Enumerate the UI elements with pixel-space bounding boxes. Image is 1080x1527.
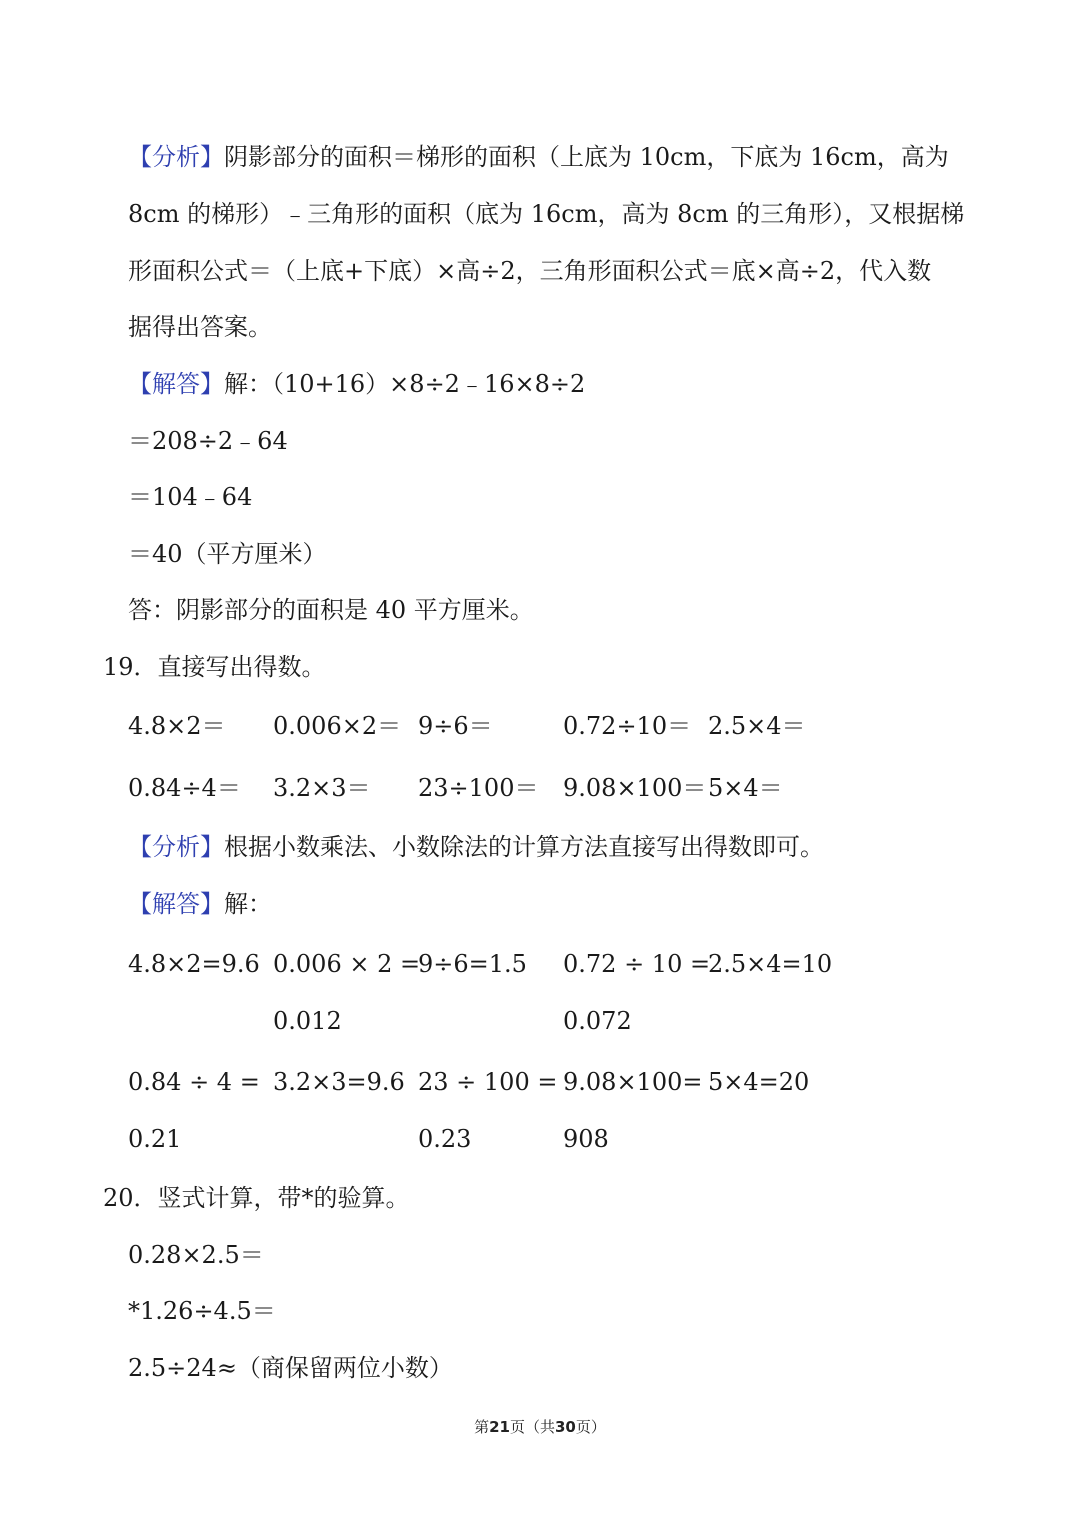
question-number: 19．	[103, 653, 158, 681]
page-footer	[0, 1416, 1080, 1437]
answer-cell: 3.2×3=9.6	[273, 1068, 405, 1096]
q20-item-2: *1.26÷4.5＝	[128, 1297, 276, 1325]
answer-conclusion: 答：阴影部分的面积是 40 平方厘米。	[128, 596, 534, 624]
answer-cell-continued: 0.21	[128, 1125, 182, 1153]
question-text: 竖式计算，带*的验算。	[157, 1184, 410, 1212]
answer-line-1	[128, 368, 585, 400]
answer-tag: 【解答】	[128, 370, 224, 398]
question-19	[103, 651, 326, 683]
q20-item-1: 0.28×2.5＝	[128, 1241, 264, 1269]
answer-tag: 【解答】	[128, 890, 224, 918]
footer-mid: 页（共	[509, 1418, 555, 1436]
answer-cell: 23 ÷ 100 =	[418, 1068, 558, 1096]
answer-cell: 2.5×4=10	[708, 950, 833, 978]
problem-cell: 2.5×4＝	[708, 712, 806, 740]
problem-cell: 0.84÷4＝	[128, 774, 241, 802]
problem-cell: 9÷6＝	[418, 712, 493, 740]
analysis-text: 根据小数乘法、小数除法的计算方法直接写出得数即可。	[224, 833, 824, 861]
question-20	[103, 1182, 410, 1214]
problem-cell: 0.006×2＝	[273, 712, 402, 740]
footer-prefix: 第	[474, 1418, 490, 1436]
analysis-line-4: 据得出答案。	[128, 313, 272, 341]
answer-cell: 0.006 × 2 =	[273, 950, 421, 978]
footer-page-number: 21	[489, 1418, 510, 1436]
question-number: 20．	[103, 1184, 158, 1212]
problem-cell: 4.8×2＝	[128, 712, 226, 740]
problem-cell: 3.2×3＝	[273, 774, 371, 802]
analysis-line-2: 8cm 的梯形）﹣三角形的面积（底为 16cm，高为 8cm 的三角形），又根据梯	[128, 200, 965, 228]
footer-total-pages: 30	[555, 1418, 576, 1436]
answer-cell: 0.84 ÷ 4 =	[128, 1068, 260, 1096]
question-text: 直接写出得数。	[157, 653, 326, 681]
q19-answer	[128, 888, 272, 920]
q19-analysis	[128, 831, 824, 863]
problem-cell: 0.72÷10＝	[563, 712, 692, 740]
answer-cell: 5×4=20	[708, 1068, 810, 1096]
problem-cell: 9.08×100＝	[563, 774, 707, 802]
answer-cell: 9.08×100=	[563, 1068, 703, 1096]
answer-cell-continued: 0.012	[273, 1007, 342, 1035]
answer-step-2: ＝104﹣64	[128, 483, 253, 511]
answer-text: 解：	[224, 890, 272, 918]
answer-step-1: ＝208÷2﹣64	[128, 427, 288, 455]
analysis-line-3: 形面积公式＝（上底+下底）×高÷2，三角形面积公式＝底×高÷2，代入数	[128, 257, 932, 285]
analysis-tag: 【分析】	[128, 143, 224, 171]
answer-text: 解：（10+16）×8÷2﹣16×8÷2	[224, 370, 586, 398]
q20-item-3: 2.5÷24≈（商保留两位小数）	[128, 1354, 453, 1382]
problem-cell: 23÷100＝	[418, 774, 539, 802]
answer-cell: 4.8×2=9.6	[128, 950, 260, 978]
analysis-line-1	[128, 141, 949, 173]
answer-cell-continued: 908	[563, 1125, 609, 1153]
problem-cell: 5×4＝	[708, 774, 783, 802]
footer-suffix: 页）	[575, 1418, 606, 1436]
answer-cell: 0.72 ÷ 10 =	[563, 950, 711, 978]
answer-cell-continued: 0.23	[418, 1125, 472, 1153]
answer-cell-continued: 0.072	[563, 1007, 632, 1035]
answer-step-3: ＝40（平方厘米）	[128, 540, 327, 568]
analysis-tag: 【分析】	[128, 833, 224, 861]
analysis-text: 阴影部分的面积＝梯形的面积（上底为 10cm，下底为 16cm，高为	[224, 143, 949, 171]
answer-cell: 9÷6=1.5	[418, 950, 527, 978]
